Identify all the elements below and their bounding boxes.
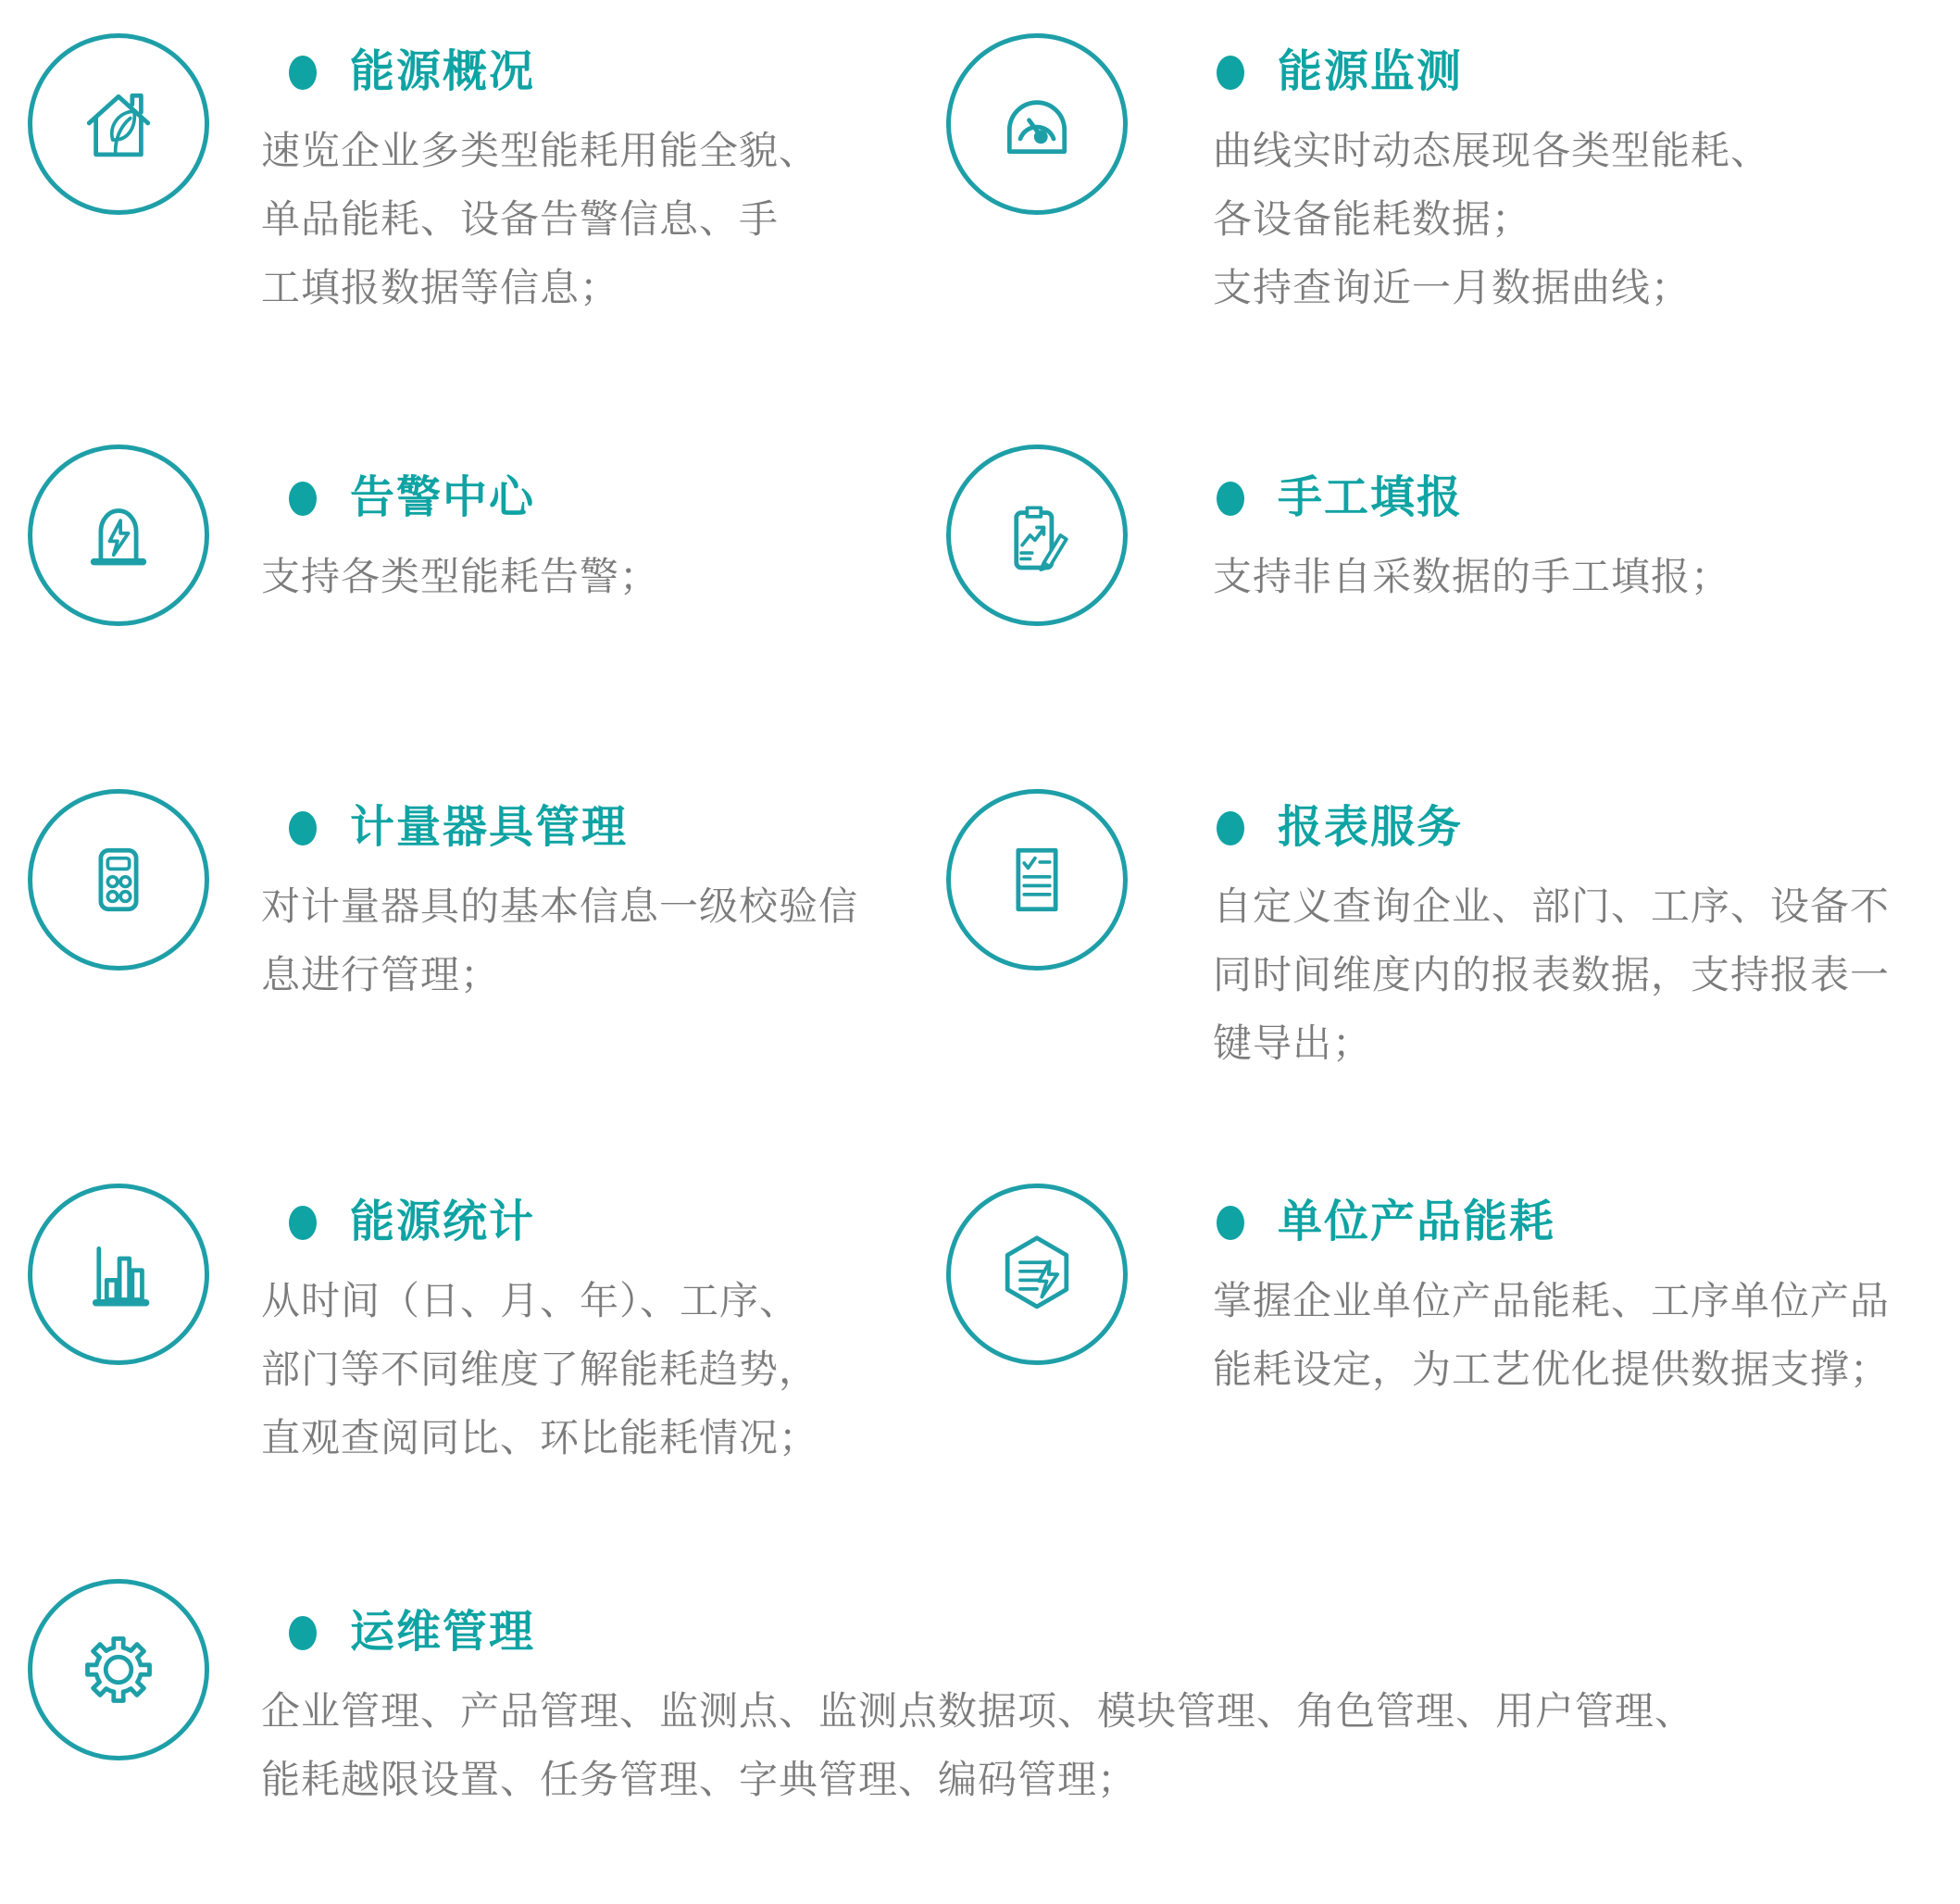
feature-description: 速览企业多类型能耗用能全貌、 单品能耗、设备告警信息、手 工填报数据等信息；	[261, 129, 819, 309]
feature-energy-statistics	[28, 1184, 818, 1472]
feature-energy-overview	[28, 33, 818, 322]
clipboard-pencil-icon	[946, 445, 1128, 626]
feature-description: 掌握企业单位产品能耗、工序单位产品 能耗设定，为工艺优化提供数据支撑；	[1213, 1279, 1891, 1391]
feature-title: 告警中心	[350, 473, 536, 522]
alarm-light-icon	[28, 445, 209, 626]
feature-manual-reporting	[946, 445, 1730, 626]
feature-description: 企业管理、产品管理、监测点、监测点数据项、模块管理、角色管理、用户管理、 能耗越限设置、任务管理、字典管理、编码管理；	[261, 1689, 1695, 1801]
feature-description: 自定义查询企业、部门、工序、设备不 同时间维度内的报表数据，支持报表一 键导出；	[1213, 884, 1891, 1065]
bullet-icon	[289, 482, 317, 516]
feature-energy-monitoring	[946, 33, 1770, 322]
feature-title: 运维管理	[350, 1608, 536, 1657]
bullet-icon	[1217, 811, 1244, 846]
bullet-icon	[289, 1206, 317, 1240]
gear-icon	[28, 1579, 209, 1760]
feature-metering-management	[28, 789, 858, 1009]
feature-title: 手工填报	[1278, 473, 1464, 522]
feature-title: 能源监测	[1278, 47, 1464, 96]
feature-report-service	[946, 789, 1890, 1078]
bar-chart-icon	[28, 1184, 209, 1365]
calculator-icon	[28, 789, 209, 971]
feature-title: 计量器具管理	[350, 803, 629, 852]
bullet-icon	[289, 56, 317, 90]
feature-description: 从时间（日、月、年）、工序、 部门等不同维度了解能耗趋势， 直观查阅同比、环比能耗情况；	[261, 1279, 819, 1459]
feature-description: 支持非自采数据的手工填报；	[1213, 555, 1731, 598]
report-checklist-icon	[946, 789, 1128, 971]
feature-title: 报表服务	[1278, 803, 1464, 852]
feature-title: 能源统计	[350, 1197, 536, 1246]
gauge-icon	[946, 33, 1128, 215]
bullet-icon	[289, 1616, 317, 1650]
house-leaf-icon	[28, 33, 209, 215]
feature-title: 单位产品能耗	[1278, 1197, 1556, 1246]
feature-alarm-center	[28, 445, 659, 626]
feature-description: 对计量器具的基本信息一级校验信 息进行管理；	[261, 884, 859, 996]
feature-description: 曲线实时动态展现各类型能耗、 各设备能耗数据； 支持查询近一月数据曲线；	[1213, 129, 1771, 309]
bullet-icon	[289, 811, 317, 846]
hexagon-bolt-icon	[946, 1184, 1128, 1365]
bullet-icon	[1217, 482, 1244, 516]
feature-description: 支持各类型能耗告警；	[261, 555, 660, 598]
feature-title: 能源概况	[350, 47, 536, 96]
bullet-icon	[1217, 56, 1244, 90]
bullet-icon	[1217, 1206, 1244, 1240]
feature-om-management	[28, 1579, 1694, 1814]
feature-unit-product-energy	[946, 1184, 1890, 1404]
